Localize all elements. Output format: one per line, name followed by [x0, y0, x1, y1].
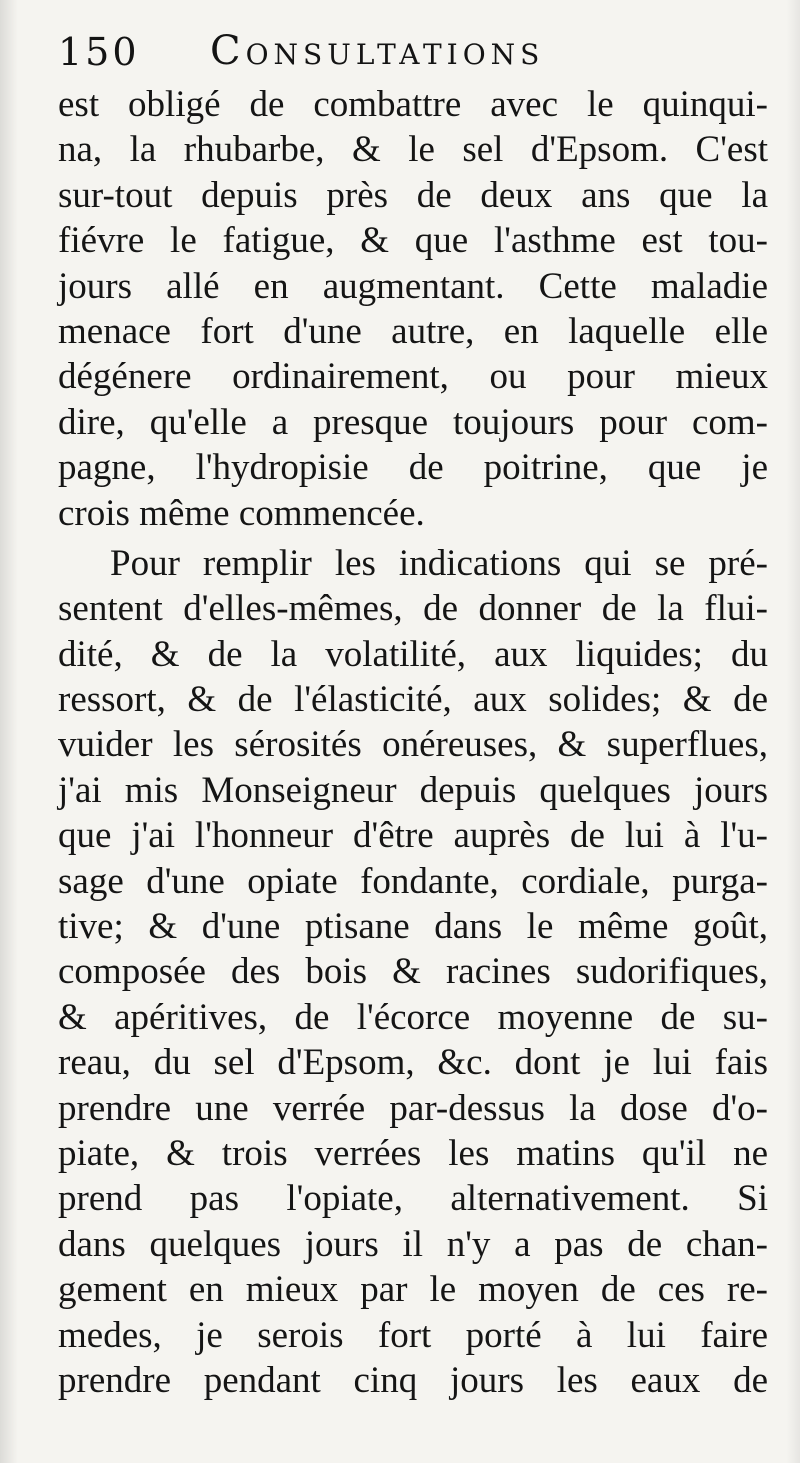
- text-line: sentent d'elles-mêmes, de donner de la flui-: [58, 588, 768, 630]
- text-line: est obligé de combattre avec le quinqui-: [58, 84, 768, 125]
- text-line: dire, qu'elle a presque toujours pour com-: [58, 401, 768, 443]
- text-line: crois même commencée.: [58, 492, 425, 534]
- text-line: que j'ai l'honneur d'être auprès de lui à l'u-: [58, 815, 768, 857]
- text-line: menace fort d'une autre, en laquelle elle: [58, 310, 768, 352]
- text-line: prendre pendant cinq jours les eaux de: [58, 1359, 768, 1401]
- text-line: composée des bois & racines sudorifiques,: [58, 951, 768, 993]
- text-line: dégénere ordinairement, ou pour mieux: [58, 356, 768, 398]
- text-line: dans quelques jours il n'y a pas de chan-: [58, 1223, 768, 1265]
- text-line: piate, & trois verrées les matins qu'il ne: [58, 1132, 768, 1174]
- text-line: na, la rhubarbe, & le sel d'Epsom. C'est: [58, 129, 768, 171]
- page-number: 150: [58, 30, 140, 74]
- text-line: gement en mieux par le moyen de ces re-: [58, 1269, 768, 1311]
- text-line: Pour remplir les indications qui se pré-: [110, 542, 768, 584]
- text-line: tive; & d'une ptisane dans le même goût,: [58, 906, 768, 948]
- text-line: prend pas l'opiate, alternativement. Si: [58, 1178, 768, 1220]
- text-line: pagne, l'hydropisie de poitrine, que je: [58, 447, 768, 489]
- text-line: jours allé en augmentant. Cette maladie: [58, 265, 768, 307]
- text-line: vuider les sérosités onéreuses, & superflues,: [58, 724, 768, 766]
- body-text: [58, 82, 768, 1403]
- text-line: medes, je serois fort porté à lui faire: [58, 1314, 768, 1356]
- text-line: fiévre le fatigue, & que l'asthme est tou-: [58, 220, 768, 262]
- paragraph-1: [58, 82, 768, 536]
- text-line: sage d'une opiate fondante, cordiale, purga-: [58, 860, 768, 902]
- text-line: ressort, & de l'élasticité, aux solides; & de: [58, 679, 768, 721]
- page-header: [58, 22, 758, 82]
- text-line: dité, & de la volatilité, aux liquides; du: [58, 633, 768, 675]
- paragraph-2: [58, 541, 768, 1403]
- text-line: prendre une verrée par-dessus la dose d'o-: [58, 1087, 768, 1129]
- text-line: j'ai mis Monseigneur depuis quelques jours: [58, 769, 768, 811]
- text-line: reau, du sel d'Epsom, &c. dont je lui fais: [58, 1042, 768, 1084]
- text-line: sur-tout depuis près de deux ans que la: [58, 174, 768, 216]
- running-head: Consultations: [210, 28, 545, 74]
- text-line: & apéritives, de l'écorce moyenne de su-: [58, 996, 768, 1038]
